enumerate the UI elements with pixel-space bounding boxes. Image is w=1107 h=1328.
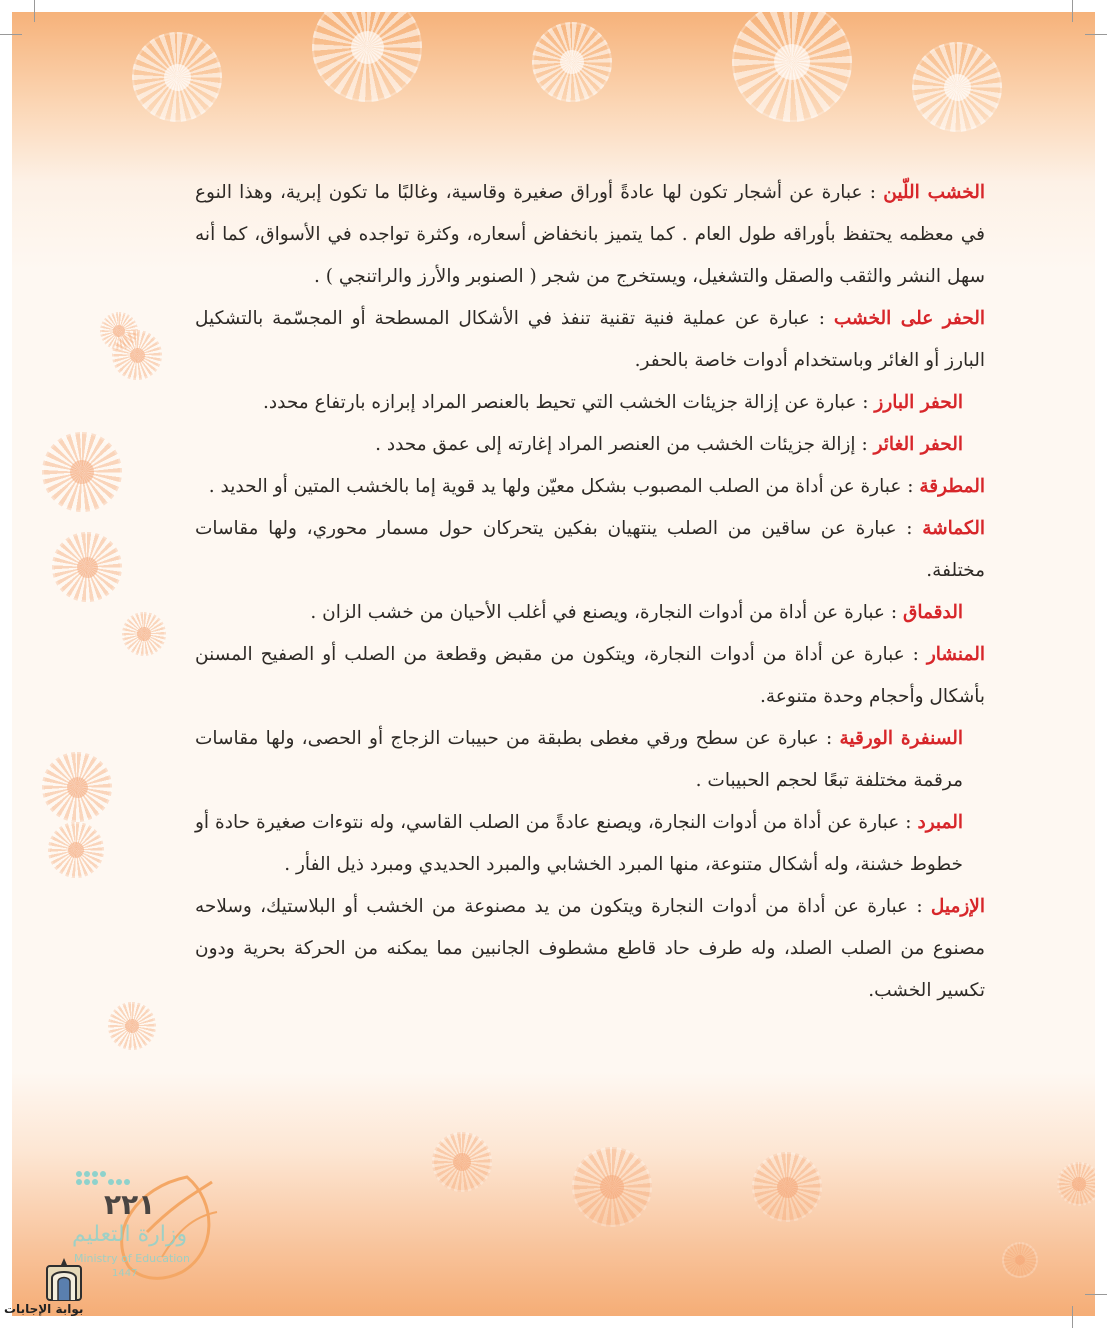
glossary-entry (195, 172, 985, 298)
ministry-name-english: Ministry of Education (74, 1252, 191, 1265)
glossary-definition: : عبارة عن أشجار تكون لها عادةً أوراق صغيرة وقاسية، وغالبًا ما تكون إبرية، وهذا النوع في معظمه يحتفظ بأوراقه طول العام . كما يتميز بانخفاض أسعاره، وكثرة تواجده في الأسواق، كما أنه سهل النشر والثقب والصقل والتشغيل، ويستخرج من شجر ( الصنوبر والأرز والراتنجي ) . (195, 182, 985, 287)
glossary-entry (195, 718, 985, 802)
flower-ornament (52, 532, 122, 602)
glossary-term: المبرد (917, 812, 963, 833)
crop-mark (34, 0, 35, 22)
ministry-year: 1447 (112, 1268, 138, 1279)
glossary-definition: : عبارة عن عملية فنية تقنية تنفذ في الأشكال المسطحة أو المجسّمة بالتشكيل البارز أو الغائر وباستخدام أدوات خاصة بالحفر. (195, 308, 985, 371)
flower-ornament (132, 32, 222, 122)
flower-ornament (732, 12, 852, 122)
flower-ornament (122, 612, 166, 656)
flower-ornament (572, 1147, 652, 1227)
glossary-term: الحفر الغائر (873, 434, 963, 455)
glossary-term: السنفرة الورقية (839, 728, 963, 749)
flower-ornament (912, 42, 1002, 132)
glossary-entry (195, 634, 985, 718)
glossary-entry (195, 424, 985, 466)
glossary-entry (195, 802, 985, 886)
glossary-entry (195, 382, 985, 424)
glossary-entry (195, 298, 985, 382)
flower-ornament (42, 752, 112, 822)
glossary-definition: : عبارة عن أداة من الصلب المصبوب بشكل معيّن ولها يد قوية إما بالخشب المتين أو الحديد . (208, 476, 914, 497)
answers-portal-label: بوابة الإجابات (4, 1302, 84, 1316)
flower-ornament (112, 330, 162, 380)
answers-portal-icon (44, 1256, 84, 1302)
crop-mark (0, 34, 22, 35)
flower-ornament (312, 12, 422, 102)
flower-ornament (48, 822, 104, 878)
flower-ornament (532, 22, 612, 102)
crop-mark (1072, 0, 1073, 22)
glossary-term: الحفر البارز (874, 392, 963, 413)
flower-ornament (42, 432, 122, 512)
flower-ornament (752, 1152, 822, 1222)
crop-mark (1072, 1306, 1073, 1328)
page-number: ٢٢١ (104, 1188, 156, 1221)
glossary-term: الحفر على الخشب (833, 308, 985, 329)
flower-ornament (432, 1132, 492, 1192)
glossary-term: الكماشة (922, 518, 985, 539)
flower-ornament (1002, 1242, 1038, 1278)
glossary-entry (195, 886, 985, 1012)
glossary-term: الخشب اللّين (883, 182, 985, 203)
glossary-text (195, 172, 985, 1012)
glossary-term: المطرقة (919, 476, 985, 497)
glossary-definition: : عبارة عن أداة من أدوات النجارة، ويتكون من مقبض وقطعة من الصلب أو الصفيح المسنن بأشكال وأحجام وحدة متنوعة. (195, 644, 985, 707)
glossary-definition: : إزالة جزيئات الخشب من العنصر المراد إغارته إلى عمق محدد . (375, 434, 868, 455)
glossary-definition: : عبارة عن أداة من أدوات النجارة، ويصنع عادةً من الصلب القاسي، وله نتوءات صغيرة حادة أو خطوط خشنة، وله أشكال متنوعة، منها المبرد الخشابي والمبرد الحديدي ومبرد ذيل الفأر . (195, 812, 963, 875)
glossary-entry (195, 508, 985, 592)
glossary-definition: : عبارة عن ساقين من الصلب ينتهيان بفكين يتحركان حول مسمار محوري، ولها مقاسات مختلفة. (195, 518, 985, 581)
glossary-term: الإزميل (930, 896, 985, 917)
flower-ornament (108, 1002, 156, 1050)
glossary-definition: : عبارة عن سطح ورقي مغطى بطبقة من حبيبات الزجاج أو الحصى، ولها مقاسات مرقمة مختلفة تبعًا لحجم الحبيبات . (195, 728, 963, 791)
glossary-definition: : عبارة عن إزالة جزيئات الخشب التي تحيط بالعنصر المراد إبرازه بارتفاع محدد. (263, 392, 869, 413)
ministry-name-arabic: وزارة التعليم (72, 1222, 188, 1247)
textbook-page (12, 12, 1095, 1316)
glossary-definition: : عبارة عن أداة من أدوات النجارة، ويصنع في أغلب الأحيان من خشب الزان . (310, 602, 898, 623)
glossary-term: الدقماق (902, 602, 963, 623)
crop-mark (1085, 34, 1107, 35)
crop-mark (1085, 1294, 1107, 1295)
glossary-term: المنشار (926, 644, 985, 665)
glossary-entry (195, 592, 985, 634)
glossary-entry (195, 466, 985, 508)
glossary-definition: : عبارة عن أداة من أدوات النجارة ويتكون من يد مصنوعة من الخشب أو البلاستيك، وسلاحه مصنوع من الصلب الصلد، وله طرف حاد قاطع مشطوف الجانبين مما يمكنه من الحركة بحرية ودون تكسير الخشب. (195, 896, 985, 1001)
flower-ornament (1057, 1162, 1095, 1206)
